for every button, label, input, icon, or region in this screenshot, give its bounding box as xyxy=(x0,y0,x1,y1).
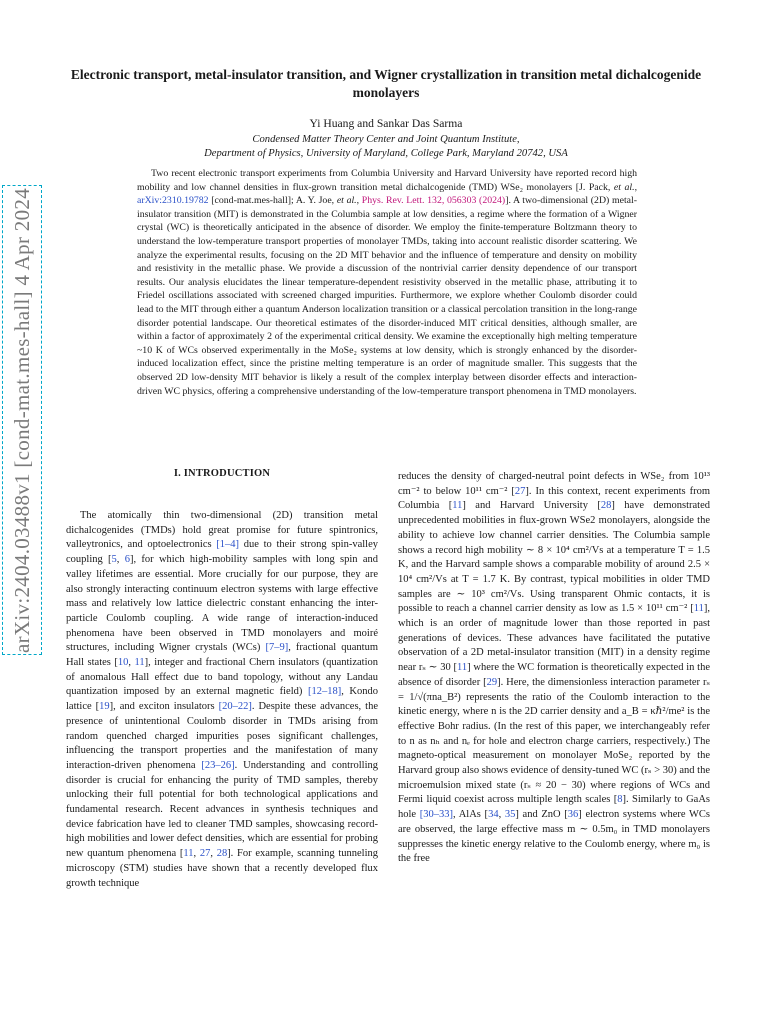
abstract-text-3: ]. A two-dimensional (2D) metal-insulator transition (MIT) is demonstrated in the Columbia sample at low densities, a regime where the formation of a Wigner crystal (WC) is theoretically anticipated in the absence of disorder. We employ the finite-temperature Boltzmann theory to understand the low-temperature transport properties of monolayer TMDs, taking into account realistic disorder scattering. We analyze the experimental results, focusing on the 2D MIT behavior and the influence of temperature and density on mobility and resistivity in the metallic phase. We provide a discussion of the nontrivial carrier density dependence of our transport results. Our analysis elucidates the linear temperature-dependent resistivity observed in the metallic phase, attributing it to Friedel oscillations associated with screened charged impurities. Furthermore, we explore whether Coulomb disorder could lead to the MIT through either a quantum Anderson localization transition or a classical percolation transition in the long-range disorder potential landscape. Our theoretical estimates of the disorder-induced MIT critical densities, although smaller, are within a factor of approximately 2 of the experimental critical density. We examine the exceptionally high melting temperature ~10 K of WCs observed experimentally in the MoSe₂ systems at low density, which is strongly enhanced by the disorder-induced localization effect, since the pristine melting temperature is an order of magnitude smaller. This suggests that the observed 2D low-density MIT behavior is likely a result of the complex interplay between disorder effects and interaction-driven WC physics, offering a comprehensive understanding of the low-temperature transport phenomena in TMD monolayers. xyxy=(137,195,637,397)
affiliation-line-2: Department of Physics, University of Maryland, College Park, Maryland 20742, USA xyxy=(204,148,568,159)
body-text: ] where the WC formation is theoretically expected in the absence of disorder [ xyxy=(398,662,710,688)
citation-link[interactable]: [23–26] xyxy=(201,759,235,771)
body-text: , xyxy=(128,657,135,669)
right-column xyxy=(398,470,710,867)
body-text: , Kondo lattice [ xyxy=(66,686,378,713)
citation-link[interactable]: 27 xyxy=(199,848,211,860)
citation-link[interactable]: 11 xyxy=(457,662,468,674)
citation-link[interactable]: 11 xyxy=(693,603,704,615)
citation-link[interactable]: 10 xyxy=(117,657,129,669)
citation-link[interactable]: 28 xyxy=(600,500,612,512)
affiliation xyxy=(70,133,702,161)
arxiv-link[interactable]: arXiv:2310.19782 xyxy=(137,195,209,207)
citation-link[interactable]: 8 xyxy=(617,794,623,806)
arxiv-identifier-box xyxy=(2,185,42,655)
body-text: ], and exciton insulators xyxy=(109,701,219,713)
abstract-text-2: [cond-mat.mes-hall]; A. Y. Joe, xyxy=(208,195,337,207)
abstract-paragraph: Two recent electronic transport experiments from Columbia University and Harvard University have reported record high mobility and low channel densities in flux-grown transition metal dichalcogenide (TMD) WSe₂ monolayers [J. Pack, et al., arXiv:2310.19782 [cond-mat.mes-hall]; A. Y. Joe, et al., Phys. Rev. Lett. 132, 056303 (2024)]. A two-dimensional (2D) metal-insulator transition (MIT) is demonstrated in the Columbia sample at low densities, a regime where the formation of a Wigner crystal (WC) is theoretically anticipated in the absence of disorder. We employ the finite-temperature Boltzmann theory to understand the low-temperature transport properties of monolayer TMDs, taking into account realistic disorder scattering. We analyze the experimental results, focusing on the 2D MIT behavior and the influence of temperature and density on mobility and resistivity in the metallic phase. We provide a discussion of the nontrivial carrier density dependence of our transport results. Our analysis elucidates the linear temperature-dependent resistivity observed in the metallic phase, attributing it to Friedel oscillations associated with screened charged impurities. Furthermore, we explore whether Coulomb disorder could lead to the MIT through either a quantum Anderson localization transition or a classical percolation transition in the long-range disorder potential landscape. Our theoretical estimates of the disorder-induced MIT critical densities, although smaller, are within a factor of approximately 2 of the experimental critical density. We examine the exceptionally high melting temperature ~10 K of WCs observed experimentally in the MoSe₂ systems at low density, which is strongly enhanced by the disorder-induced localization effect, since the pristine melting temperature is an order of magnitude smaller. This suggests that the observed 2D low-density MIT behavior is likely a result of the complex interplay between disorder effects and interaction-driven WC physics, offering a comprehensive understanding of the low-temperature transport phenomena in TMD monolayers. xyxy=(137,168,638,397)
arxiv-identifier[interactable]: arXiv:2404.03488v1 [cond-mat.mes-hall] 4 Apr 2024 xyxy=(9,187,34,653)
citation-link[interactable]: 28 xyxy=(216,848,228,860)
body-text: ]. In this context, recent experiments from Columbia [ xyxy=(398,485,710,512)
body-text: ] and ZnO [ xyxy=(515,809,568,821)
citation-link[interactable]: 36 xyxy=(567,809,579,821)
citation-link[interactable]: 35 xyxy=(504,809,516,821)
body-text: reduces the density of charged-neutral point defects in WSe₂ from 10¹³ cm⁻² to below 10¹¹ cm⁻² [ xyxy=(398,471,710,497)
citation-link[interactable]: 11 xyxy=(134,657,145,669)
body-text: ], which is an order of magnitude lower than those reported in past generations of devices. These advances have facilitated the putative observation of a 2D metal-insulator transition (MIT) in a density regime near rₛ ∼ 30 [ xyxy=(398,603,710,674)
body-text: ] have demonstrated unprecedented mobilities in flux-grown WSe2 monolayers, alongside the ability to achieve low channel carrier densities. The Columbia sample shows a record high mobility ∼ 8 × 10⁴ cm²/Vs at a temperature T = 1.5 K, and the Harvard sample shows a comparable mobility of around 2.5 × 10⁴ cm²/Vs at T = 1.7 K. By contrast, typical mobilities in older TMD samples are ∼ 10³ cm²/Vs. Using transparent Ohmic contacts, it is possible to reach a channel carrier density as low as 1.5 × 10¹¹ cm⁻² [ xyxy=(398,500,710,615)
citation-link[interactable]: [12–18] xyxy=(307,686,342,698)
affiliation-line-1: Condensed Matter Theory Center and Joint Quantum Institute, xyxy=(252,134,520,145)
body-text: ]. For example, scanning tunneling microscopy (STM) studies have shown that a recently developed flux growth technique xyxy=(66,848,379,889)
citation-link[interactable]: [7–9] xyxy=(265,642,289,654)
abstract-text-1: Two recent electronic transport experiments from Columbia University and Harvard University have reported record high mobility and low channel densities in flux-grown transition metal dichalcogenide (TMD) WSe₂ monolayers [J. Pack, xyxy=(137,168,637,193)
citation-link[interactable]: [30–33] xyxy=(419,809,453,821)
abstract-etal-2: et al. xyxy=(336,195,357,207)
citation-link[interactable]: 19 xyxy=(99,701,110,713)
right-column-paragraph xyxy=(398,470,710,867)
body-text: ], for which high-mobility samples with long spin and valley lifetimes are essential. More crucially for our purpose, they are also strongly interacting continuum electron systems with large effective mass and relatively low lattice dielectric constant enhancing the inter-particle Coulomb coupling. A wide range of interaction-induced phenomena have been observed in TMD monolayers and moiré structures, including Wigner crystals (WCs) xyxy=(66,554,378,654)
abstract xyxy=(137,167,637,398)
body-text: ]. Similarly to GaAs hole xyxy=(398,794,710,821)
journal-link[interactable]: Phys. Rev. Lett. 132, 056303 (2024) xyxy=(361,195,506,207)
body-text: , AlAs [ xyxy=(453,809,489,821)
body-text: , fractional quantum Hall states [ xyxy=(66,642,378,669)
body-text: ] and Harvard University [ xyxy=(462,500,601,512)
body-text: due to their strong spin-valley coupling [ xyxy=(66,539,378,566)
body-text: , xyxy=(498,809,505,821)
body-text: ], integer and fractional Chern insulators (quantization of anomalous Hall effect due to band topology, without any Landau quantization imposed by an external magnetic field) xyxy=(66,657,378,698)
left-column xyxy=(66,509,378,891)
citation-link[interactable]: [1–4] xyxy=(216,539,240,551)
citation-link[interactable]: 5 xyxy=(111,554,117,566)
body-text: . Despite these advances, the presence of unintentional Coulomb disorder in TMDs arising from random quenched charged impurities poses significant challenges, influencing the transport properties and the manifestation of many interaction-driven phenomena xyxy=(66,701,378,771)
citation-link[interactable]: 34 xyxy=(488,809,499,821)
citation-link[interactable]: 11 xyxy=(452,500,463,512)
paper-title: Electronic transport, metal-insulator transition, and Wigner crystallization in transition metal dichalcogenide monolayers xyxy=(70,67,702,100)
section-heading: I. INTRODUCTION xyxy=(173,468,271,479)
body-text: ]. Here, the dimensionless interaction parameter rₛ = 1/√(πna_B²) represents the ratio of the Coulomb interaction to the kinetic energy, where n is the 2D carrier density and a_B = κℏ²/me² is the effective Bohr radius. (In the rest of this paper, we interchangeably refer to n as nₕ and nₑ for hole and electron charge carriers, respectively.) The magneto-optical measurement on monolayer MoSe₂ reported by the Harvard group also shows evidence of density-tuned WC (rₛ > 30) and the microemulsion mixed state (rₛ ≈ 20 − 30) where regions of WCs and Fermi liquid coexist across multiple length scales [ xyxy=(398,676,710,806)
citation-link[interactable]: 27 xyxy=(514,485,526,497)
body-text: . Understanding and controlling disorder is crucial for enhancing the purity of TMD samples, thereby unlocking their full potential for both technological applications and fundamental research. Recent advances in synthesis techniques and device fabrication have led to cleaner TMD samples, showcasing record-high mobilities and lower defect densities, which are essential for probing new quantum phenomena [ xyxy=(66,759,379,860)
body-text: , xyxy=(193,848,200,860)
body-text: , xyxy=(116,554,125,566)
abstract-etal-1: et al. xyxy=(613,181,635,193)
citation-link[interactable]: 6 xyxy=(124,554,130,566)
body-text: , xyxy=(210,848,217,860)
left-column-paragraph xyxy=(66,509,378,891)
citation-link[interactable]: 29 xyxy=(486,676,498,688)
body-text: ] electron systems where WCs are observed, the large effective mass m ∼ 0.5m₀ in TMD monolayers suppresses the kinetic energy relative to the Coulomb energy, where m₀ is the free xyxy=(398,809,710,865)
citation-link[interactable]: 11 xyxy=(183,848,194,860)
authors: Yi Huang and Sankar Das Sarma xyxy=(309,117,463,130)
citation-link[interactable]: [20–22] xyxy=(218,701,252,713)
body-text: The atomically thin two-dimensional (2D) transition metal dichalcogenides (TMDs) hold great promise for future spintronics, valleytronics, and optoelectronics xyxy=(66,510,378,551)
